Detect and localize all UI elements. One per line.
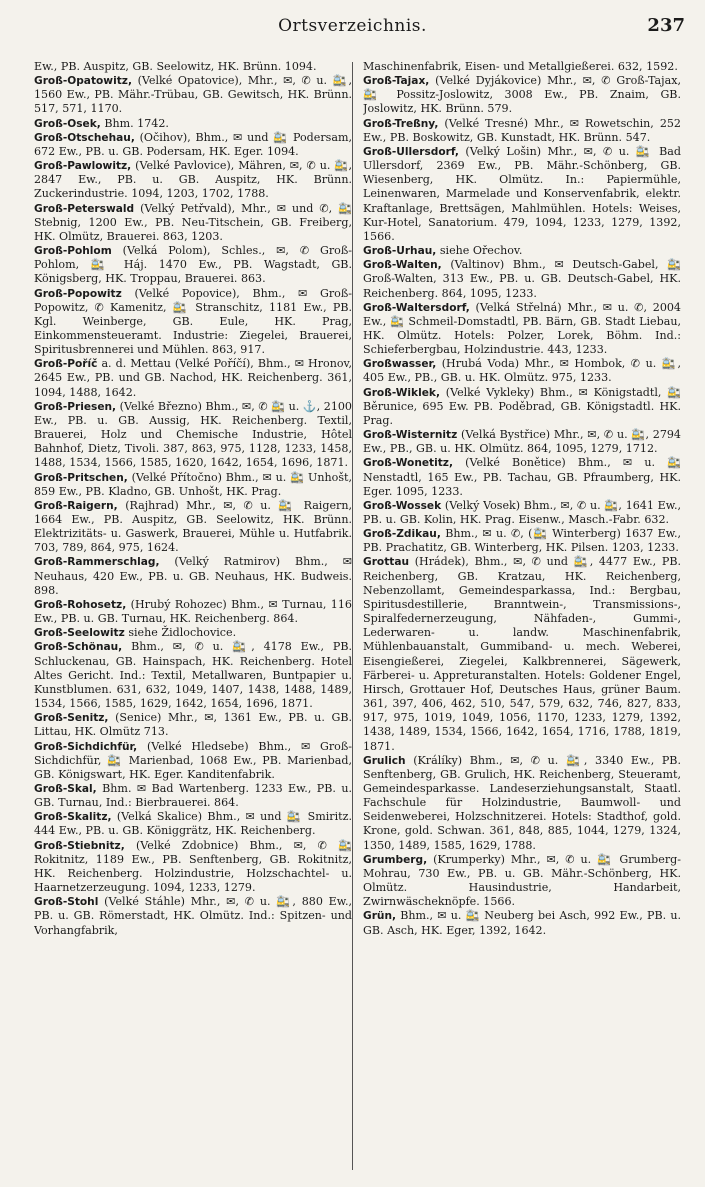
directory-entry (363, 301, 681, 358)
directory-entry (34, 555, 352, 597)
right-column (363, 60, 681, 1175)
directory-entry (363, 386, 681, 428)
entry-place-name: Groß-Treßny, (363, 117, 439, 130)
directory-entry (363, 853, 681, 910)
entry-place-name: Groß-Urhau, (363, 245, 437, 258)
directory-entry (34, 131, 352, 159)
entry-place-name: Groß-Walten, (363, 259, 442, 272)
entry-description: Bhm., ✉, ✆ u. 🚉, 4178 Ew., PB. Schluckenau, GB. Hainspach, HK. Reichenberg. Hotel Altes Gericht. Ind.: Textil, Metallwaren, Buntpapier u. Kunstblumen. 631, 632, 1049, 1407, 1438, 1488, 1489, 1534, 1566, 1585, 1629, 1642, 1654, 1696, 1871. (34, 640, 352, 711)
entry-description: (Velké Vykleky) Bhm., ✉ Königstadtl, 🚉 Běrunice, 695 Ew. PB. Poděbrad, GB. Königstadtl. HK. Prag. (363, 385, 681, 427)
directory-entry (363, 258, 681, 300)
entry-description: (Velké Pavlovice), Mähren, ✉, ✆ u. 🚉, 2847 Ew., PB. u. GB. Auspitz, HK. Brünn. Zuckerindustrie. 1094, 1203, 1702, 1788. (34, 159, 352, 201)
entry-place-name: Groß-Stiebnitz, (34, 839, 125, 852)
directory-entry (34, 357, 352, 399)
directory-entry (363, 555, 681, 753)
directory-entry (34, 244, 352, 286)
entry-place-name: Groß-Priesen, (34, 400, 117, 413)
column-divider (352, 62, 353, 1170)
entry-place-name: Grumberg, (363, 853, 428, 866)
entry-place-name: Groß-Raigern, (34, 499, 118, 512)
directory-entry (34, 810, 352, 838)
entry-place-name: Groß-Ullersdorf, (363, 145, 459, 158)
entry-place-name: Groß-Rammerschlag, (34, 556, 160, 569)
entry-description: Bhm. ✉ Bad Wartenberg. 1233 Ew., PB. u. GB. Turnau, Ind.: Bierbrauerei. 864. (34, 781, 352, 810)
directory-entry (34, 740, 352, 782)
entry-place-name: Großwasser, (363, 358, 437, 371)
directory-entry (34, 117, 352, 131)
directory-entry (34, 400, 352, 471)
entry-description: (Velký Petřvald), Mhr., ✉ und ✆, 🚉 Stebnig, 1200 Ew., PB. Neu-Titschein, GB. Freiberg, HK. Olmütz, Brauerei. 863, 1203. (34, 201, 352, 243)
entry-place-name: Groß-Sichdichfür, (34, 740, 138, 753)
entry-place-name: Groß-Opatowitz, (34, 75, 132, 88)
entry-place-name: Groß-Poříč (34, 358, 98, 371)
entry-place-name: Groß-Skalitz, (34, 811, 112, 824)
entry-description: (Králíky) Bhm., ✉, ✆ u. 🚉, 3340 Ew., PB. Senftenberg, GB. Grulich, HK. Reichenberg, Steueramt, Gemeindesparkasse. Landeserziehungsanstalt, Staatl. Fachschule für Holzindustrie, Baumwoll- und Seidenweberei, Holzschnitzerei. Hotels: Stadthof, gold. Krone, gold. Schwan. 361, 848, 885, 1044, 1279, 1324, 1350, 1489, 1585, 1629, 1788. (363, 753, 681, 852)
directory-entry (34, 598, 352, 626)
entry-description: siehe Židlochovice. (128, 626, 237, 640)
directory-entry (34, 711, 352, 739)
entry-place-name: Groß-Waltersdorf, (363, 301, 470, 314)
entry-description: (Hrubý Rohozec) Bhm., ✉ Turnau, 116 Ew., PB. u. GB. Turnau, HK. Reichenberg. 864. (34, 597, 352, 626)
entry-place-name: Groß-Pawlowitz, (34, 160, 132, 173)
directory-entry (34, 287, 352, 358)
entry-description: Bhm., ✉ u. 🚉 Neuberg bei Asch, 992 Ew., PB. u. GB. Asch, HK. Eger, 1392, 1642. (363, 909, 681, 937)
directory-entry (363, 357, 681, 385)
entry-description: (Velké Březno) Bhm., ✉, ✆ 🚉 u. ⚓, 2100 Ew., PB. u. GB. Aussig, HK. Reichenberg. Textil, Brauerei, Holz und Chemische Industrie, Hôtel Bahnhof, Dietz, Tivoli. 387, 863, 975, 1128, 1233, 1458, 1488, 1534, 1566, 1585, 1620, 1642, 1654, 1696, 1871. (34, 399, 352, 470)
directory-entry (34, 640, 352, 711)
entry-place-name: Groß-Tajax, (363, 75, 430, 88)
entry-description: Ew., PB. Auspitz, GB. Seelowitz, HK. Brünn. 1094. (34, 60, 317, 73)
entry-place-name: Groß-Osek, (34, 117, 101, 130)
directory-entry (34, 499, 352, 556)
entry-place-name: Groß-Otschehau, (34, 131, 135, 144)
directory-entry (363, 456, 681, 498)
entry-place-name: Groß-Wossek (363, 499, 442, 512)
entry-description: (Velká Střelná) Mhr., ✉ u. ✆, 2004 Ew., 🚉 Schmeil-Domstadtl, PB. Bärn, GB. Stadt Liebau, HK. Olmütz. Hotels: Polzer, Lorek, Böhm. Ind.: Schieferbergbau, Holzindustrie. 443, 1233. (363, 300, 681, 357)
entry-place-name: Groß-Rohosetz, (34, 598, 127, 611)
entry-description: (Velké Zdobnice) Bhm., ✉, ✆ 🚉 Rokitnitz, 1189 Ew., PB. Senftenberg, GB. Rokitnitz, HK. Reichenberg. Holzindustrie, Holzschachtel- u. Haarnetzerzeugung. 1094, 1233, 1279. (34, 838, 352, 895)
entry-place-name: Groß-Wisternitz (363, 429, 458, 442)
directory-entry (34, 202, 352, 244)
entry-place-name: Groß-Pritschen, (34, 471, 128, 484)
entry-description: (Rajhrad) Mhr., ✉, ✆ u. 🚉 Raigern, 1664 Ew., PB. Auspitz, GB. Seelowitz, HK. Brünn. Elektrizitäts- u. Gaswerk, Brauerei, Mühle u. Hutfabrik. 703, 789, 864, 975, 1624. (34, 498, 352, 555)
directory-entry (34, 60, 352, 74)
entry-place-name: Groß-Seelowitz (34, 627, 125, 640)
entry-description: (Velké Dyjákovice) Mhr., ✉, ✆ Groß-Tajax, 🚉 Possitz-Joslowitz, 3008 Ew., PB. Znaim, GB. Joslowitz, HK. Brünn. 579. (363, 74, 681, 116)
directory-entry (34, 895, 352, 937)
directory-entry (363, 117, 681, 145)
entry-description: (Velké Hledsebe) Bhm., ✉ Groß-Sichdichfür, 🚉 Marienbad, 1068 Ew., PB. Marienbad, GB. Königswart, HK. Eger. Kanditenfabrik. (34, 739, 352, 781)
entry-place-name: Groß-Wiklek, (363, 386, 440, 399)
entry-description: (Krumperky) Mhr., ✉, ✆ u. 🚉 Grumberg-Mohrau, 730 Ew., PB. u. GB. Mähr.-Schönberg, HK. Olmütz. Hausindustrie, Handarbeit, Zwirnwäscheknöpfe. 1566. (363, 852, 681, 909)
entry-description: (Velké Stáhle) Mhr., ✉, ✆ u. 🚉, 880 Ew., PB. u. GB. Römerstadt, HK. Olmütz. Ind.: Spitzen- und Vorhangfabrik, (34, 895, 352, 937)
page-title: Ortsverzeichnis. (278, 16, 427, 36)
directory-entry (363, 244, 681, 258)
directory-entry (34, 782, 352, 810)
directory-entry (363, 145, 681, 244)
entry-description: (Velké Popovice), Bhm., ✉ Groß-Popowitz, ✆ Kamenitz, 🚉 Stranschitz, 1181 Ew., PB. Kgl. Weinberge, GB. Eule, HK. Prag, Einkommensteueramt. Industrie: Ziegelei, Brauerei, Spiritusbrennerei und Mühlen. 863, 917. (34, 286, 352, 357)
entry-description: siehe Ořechov. (439, 244, 523, 258)
entry-description: (Hrubá Voda) Mhr., ✉ Hombok, ✆ u. 🚉, 405 Ew., PB., GB. u. HK. Olmütz. 975, 1233. (363, 357, 681, 385)
entry-place-name: Groß-Peterswald (34, 202, 135, 215)
page-number: 237 (647, 15, 685, 36)
entry-description: (Velký Vosek) Bhm., ✉, ✆ u. 🚉, 1641 Ew., PB. u. GB. Kolin, HK. Prag. Eisenw., Masch.-Fabr. 632. (363, 498, 681, 526)
directory-entry (363, 74, 681, 116)
entry-place-name: Groß-Stohl (34, 896, 99, 909)
directory-entry (34, 626, 352, 640)
entry-place-name: Groß-Senitz, (34, 712, 109, 725)
entry-description: (Valtinov) Bhm., ✉ Deutsch-Gabel, 🚉 Groß-Walten, 313 Ew., PB. u. GB. Deutsch-Gabel, HK. Reichenberg. 864, 1095, 1233. (363, 258, 681, 300)
entry-description: Bhm., ✉ u. ✆, (🚉 Winterberg) 1637 Ew., PB. Prachatitz, GB. Winterberg, HK. Pilsen. 1203, 1233. (363, 527, 681, 555)
entry-description: (Očihov), Bhm., ✉ und 🚉 Podersam, 672 Ew., PB. u. GB. Podersam, HK. Eger. 1094. (34, 130, 352, 158)
entry-description: (Velká Bystřice) Mhr., ✉, ✆ u. 🚉, 2794 Ew., PB., GB. u. HK. Olmütz. 864, 1095, 1279, 1712. (363, 428, 681, 456)
entry-description: (Senice) Mhr., ✉, 1361 Ew., PB. u. GB. Littau, HK. Olmütz 713. (34, 711, 352, 739)
entry-place-name: Groß-Wonetitz, (363, 457, 453, 470)
entry-place-name: Grulich (363, 754, 406, 767)
directory-entry (363, 499, 681, 527)
entry-place-name: Groß-Zdikau, (363, 528, 441, 541)
entry-place-name: Grün, (363, 910, 397, 923)
entry-place-name: Groß-Schönau, (34, 641, 123, 654)
entry-description: (Hrádek), Bhm., ✉, ✆ und 🚉, 4477 Ew., PB. Reichenberg, GB. Kratzau, HK. Reichenberg, Nebenzollamt, Gemeindesparkassa, Ind.: Bergbau, Spiritusdestillerie, Branntwein-, Transmissions-, Spiralfedernerzeugung, Nähfaden-, Gummi-, Lederwaren- u. landw. Maschinenfabrik, Mühlenbauanstalt, Gummiband- u. mech. Weberei, Eisengießerei, Ziegelei, Kalkbrennerei, Sägewerk, Färberei- u. Appreturanstalten. Hotels: Goldener Engel, Hirsch, Grottauer Hof, Deutsches Haus, grüner Baum. 361, 397, 406, 462, 510, 547, 579, 632, 746, 827, 833, 917, 975, 1019, 1049, 1056, 1170, 1233, 1279, 1392, 1438, 1489, 1534, 1566, 1642, 1654, 1716, 1788, 1819, 1871. (363, 555, 681, 753)
directory-entry (363, 909, 681, 937)
directory-entry (34, 74, 352, 116)
entry-description: (Velká Skalice) Bhm., ✉ und 🚉 Smiritz. 444 Ew., PB. u. GB. Königgrätz, HK. Reichenberg. (34, 810, 352, 838)
directory-entry (363, 754, 681, 853)
entry-place-name: Groß-Skal, (34, 782, 97, 795)
entry-place-name: Grottau (363, 556, 410, 569)
directory-entry (363, 527, 681, 555)
entry-description: (Velké Přítočno) Bhm., ✉ u. 🚉 Unhošt, 859 Ew., PB. Kladno, GB. Unhošt, HK. Prag. (34, 470, 352, 498)
directory-entry (34, 159, 352, 201)
entry-description: (Velký Ratmirov) Bhm., ✉ Neuhaus, 420 Ew., PB. u. GB. Neuhaus, HK. Budweis. 898. (34, 555, 352, 597)
entry-description: Bhm. 1742. (104, 116, 169, 130)
entry-place-name: Groß-Pohlom (34, 245, 112, 258)
directory-entry (363, 60, 681, 74)
directory-entry (34, 471, 352, 499)
entry-description: (Velké Tresné) Mhr., ✉ Rowetschin, 252 Ew., PB. Boskowitz, GB. Kunstadt, HK. Brünn. 547. (363, 116, 681, 144)
entry-place-name: Groß-Popowitz (34, 287, 122, 300)
entry-description: (Velký Lošin) Mhr., ✉, ✆ u. 🚉 Bad Ullersdorf, 2369 Ew., PB. Mähr.-Schönberg, GB. Wiesenberg, HK. Olmütz. In.: Papiermühle, Leinenwaren, Marmelade und Konservenfabrik, elektr. Kraftanlage, Brettsägen, Mahlmühlen. Hotels: Weises, Kur-Hotel, Sanatorium. 479, 1094, 1233, 1279, 1392, 1566. (363, 144, 681, 243)
page-header (0, 14, 705, 40)
directory-entry (34, 839, 352, 896)
entry-description: (Velká Polom), Schles., ✉, ✆ Groß-Pohlom, 🚉 Háj. 1470 Ew., PB. Wagstadt, GB. Königsberg, HK. Troppau, Brauerei. 863. (34, 244, 352, 286)
left-column (34, 60, 352, 1175)
entry-description: Maschinenfabrik, Eisen- und Metallgießerei. 632, 1592. (363, 60, 678, 73)
entry-description: a. d. Mettau (Velké Poříčí), Bhm., ✉ Hronov, 2645 Ew., PB. und GB. Nachod, HK. Reichenberg. 361, 1094, 1488, 1642. (34, 357, 352, 399)
entry-description: (Velké Bonětice) Bhm., ✉ u. 🚉 Nenstadtl, 165 Ew., PB. Tachau, GB. Pfraumberg, HK. Eger. 1095, 1233. (363, 456, 681, 498)
directory-entry (363, 428, 681, 456)
entry-description: (Velké Opatovice), Mhr., ✉, ✆ u. 🚉, 1560 Ew., PB. Mähr.-Trübau, GB. Gewitsch, HK. Brünn. 517, 571, 1170. (34, 74, 352, 116)
